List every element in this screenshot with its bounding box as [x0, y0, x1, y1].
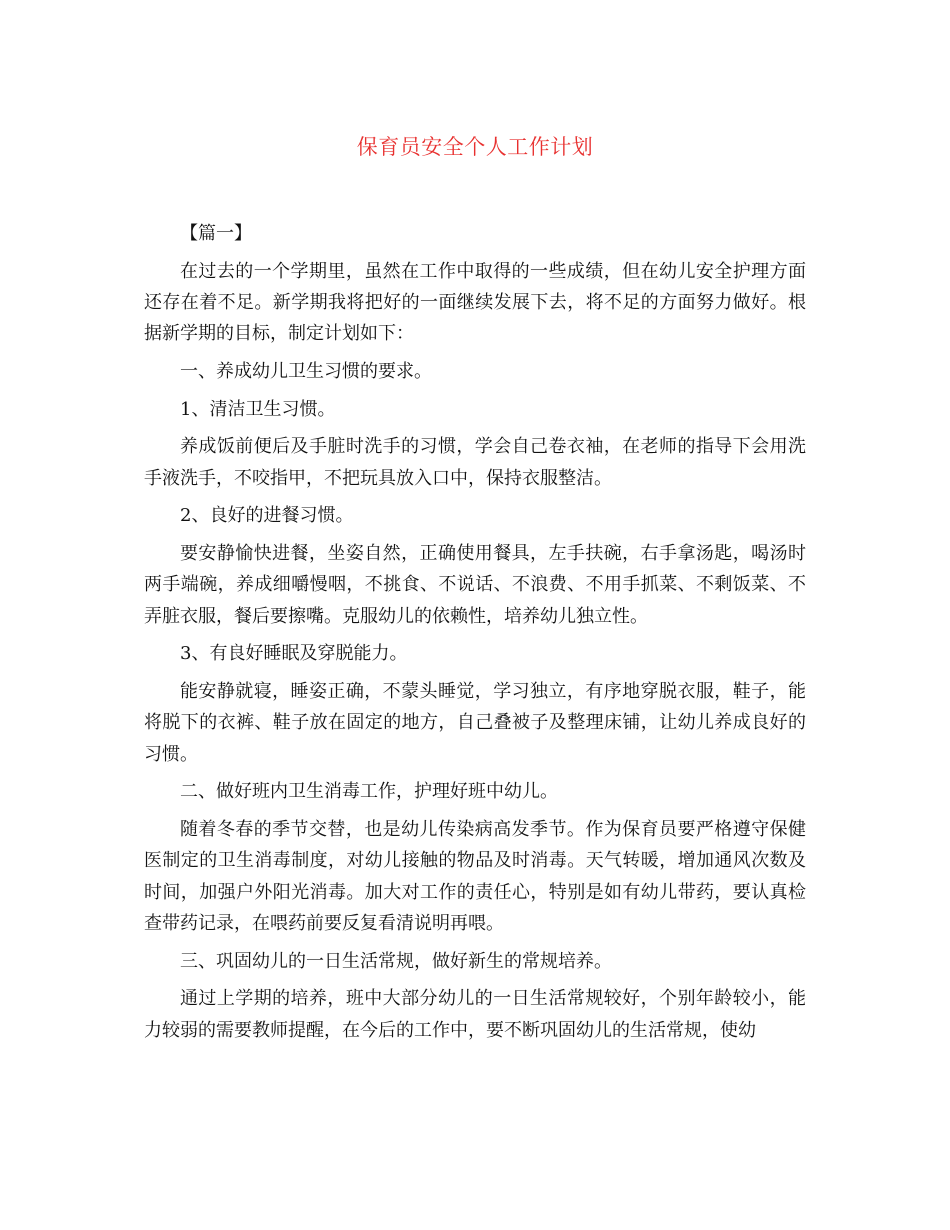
body-paragraph: 要安静愉快进餐，坐姿自然，正确使用餐具，左手扶碗，右手拿汤匙，喝汤时两手端碗，养成细嚼慢咽，不挑食、不说话、不浪费、不用手抓菜、不剩饭菜、不弄脏衣服，餐后要擦嘴。克服幼儿的依赖性，培养幼儿独立性。: [144, 543, 806, 627]
subsection-heading: 2、良好的进餐习惯。: [180, 505, 354, 527]
section-heading-part-one: 【篇一】: [180, 223, 252, 244]
body-paragraph: 在过去的一个学期里，虽然在工作中取得的一些成绩，但在幼儿安全护理方面还存在着不足。新学期我将把好的一面继续发展下去，将不足的方面努力做好。根据新学期的目标，制定计划如下：: [144, 260, 806, 345]
section-heading: 二、做好班内卫生消毒工作，护理好班中幼儿。: [180, 781, 558, 803]
body-paragraph: 能安静就寝，睡姿正确，不蒙头睡觉，学习独立，有序地穿脱衣服，鞋子，能将脱下的衣裤、鞋子放在固定的地方，自己叠被子及整理床铺，让幼儿养成良好的习惯。: [144, 680, 806, 765]
section-heading: 一、养成幼儿卫生习惯的要求。: [180, 360, 432, 382]
subsection-heading: 3、有良好睡眠及穿脱能力。: [180, 643, 408, 665]
document-body: [144, 218, 806, 1052]
body-paragraph: 养成饭前便后及手脏时洗手的习惯，学会自己卷衣袖，在老师的指导下会用洗手液洗手，不咬指甲，不把玩具放入口中，保持衣服整洁。: [144, 436, 806, 489]
body-paragraph: 通过上学期的培养，班中大部分幼儿的一日生活常规较好，个别年龄较小，能力较弱的需要教师提醒，在今后的工作中，要不断巩固幼儿的生活常规，使幼: [144, 988, 806, 1041]
subsection-heading: 1、清洁卫生习惯。: [180, 398, 336, 420]
body-paragraph: 随着冬春的季节交替，也是幼儿传染病高发季节。作为保育员要严格遵守保健医制定的卫生消毒制度，对幼儿接触的物品及时消毒。天气转暖，增加通风次数及时间，加强户外阳光消毒。加大对工作的责任心，特别是如有幼儿带药，要认真检查带药记录，在喂药前要反复看清说明再喂。: [144, 818, 806, 934]
document-title: 保育员安全个人工作计划: [356, 135, 594, 159]
section-heading: 三、巩固幼儿的一日生活常规，做好新生的常规培养。: [180, 950, 612, 972]
